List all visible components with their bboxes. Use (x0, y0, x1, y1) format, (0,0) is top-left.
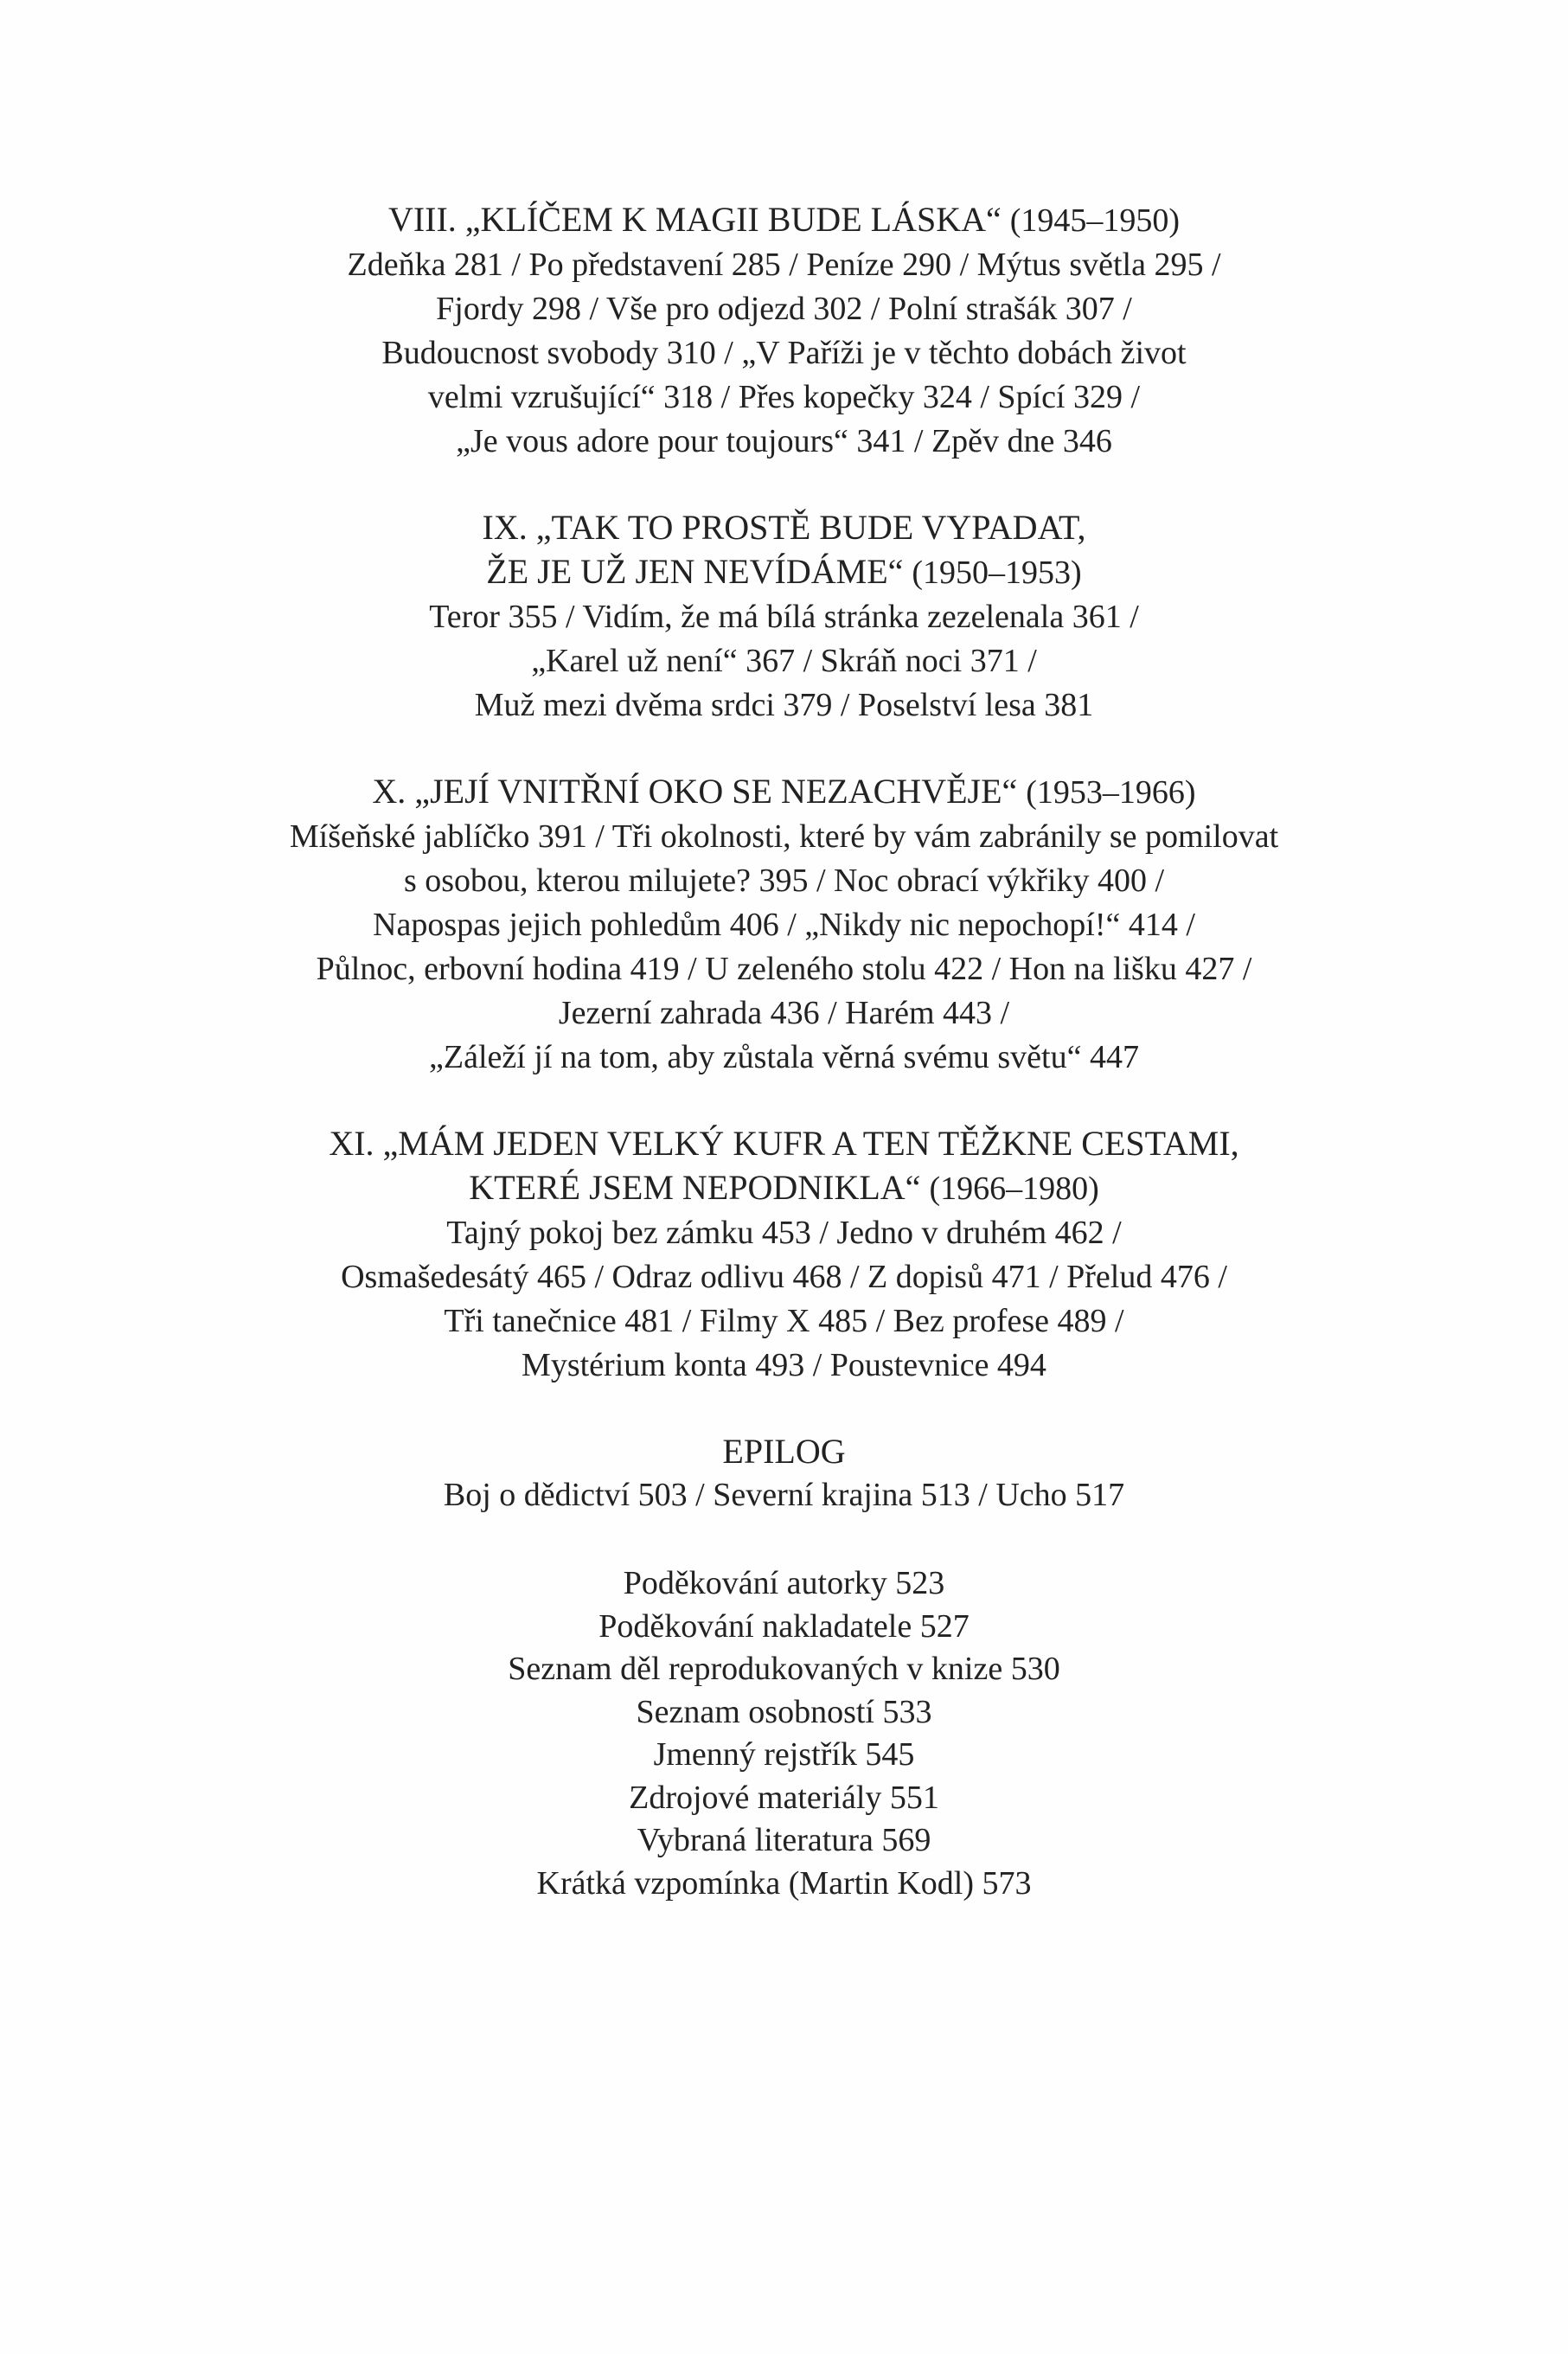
epilog-entries (0, 1473, 1568, 1517)
appendix-item: Seznam děl reprodukovaných v knize 530 (508, 1651, 1060, 1687)
chapter-years: (1966–1980) (929, 1171, 1099, 1207)
chapter-entries (0, 243, 1568, 464)
toc-line: Mystérium konta 493 / Poustevnice 494 (522, 1347, 1046, 1383)
toc-line: Teror 355 / Vidím, že má bílá stránka zezelenala 361 / (429, 599, 1139, 635)
chapter-title-line-2: KTERÉ JSEM NEPODNIKLA“ (469, 1168, 921, 1207)
toc-line: velmi vzrušující“ 318 / Přes kopečky 324 / Spící 329 / (427, 379, 1141, 415)
appendix-list (0, 1562, 1568, 1905)
chapter-viii (0, 197, 1568, 464)
chapter-entries (0, 595, 1568, 728)
appendix-item: Poděkování autorky 523 (623, 1565, 945, 1601)
toc-line: „Záleží jí na tom, aby zůstala věrná svému světu“ 447 (429, 1039, 1139, 1075)
chapter-xi (0, 1121, 1568, 1388)
chapter-years: (1945–1950) (1009, 202, 1181, 239)
table-of-contents (0, 197, 1568, 1905)
appendix-item: Poděkování nakladatele 527 (598, 1607, 970, 1645)
toc-line: „Karel už není“ 367 / Skráň noci 371 / (531, 643, 1037, 679)
toc-line: Boj o dědictví 503 / Severní krajina 513 / Ucho 517 (443, 1477, 1125, 1513)
toc-line: s osobou, kterou milujete? 395 / Noc obrací výkřiky 400 / (403, 863, 1165, 899)
toc-line: Půlnoc, erbovní hodina 419 / U zeleného stolu 422 / Hon na lišku 427 / (316, 951, 1252, 987)
appendix-item: Vybraná literatura 569 (637, 1822, 931, 1858)
toc-line: Osmašedesátý 465 / Odraz odlivu 468 / Z dopisů 471 / Přelud 476 / (341, 1259, 1227, 1295)
toc-line: Tři tanečnice 481 / Filmy X 485 / Bez profese 489 / (444, 1303, 1124, 1339)
toc-line: Muž mezi dvěma srdci 379 / Poselství lesa 381 (474, 687, 1094, 723)
appendix-item: Zdrojové materiály 551 (629, 1779, 939, 1816)
chapter-heading (0, 505, 1568, 595)
toc-line: Zdeňka 281 / Po představení 285 / Peníze 290 / Mýtus světla 295 / (347, 247, 1221, 283)
chapter-entries (0, 815, 1568, 1080)
toc-line: Míšeňské jablíčko 391 / Tři okolnosti, které by vám zabránily se pomilovat (289, 818, 1279, 855)
chapter-heading (0, 1121, 1568, 1211)
chapter-title: VIII. „KLÍČEM K MAGII BUDE LÁSKA“ (387, 200, 1002, 239)
chapter-title: X. „JEJÍ VNITŘNÍ OKO SE NEZACHVĚJE“ (372, 772, 1018, 811)
toc-line: Tajný pokoj bez zámku 453 / Jedno v druhém 462 / (446, 1215, 1122, 1251)
chapter-years: (1953–1966) (1026, 774, 1196, 811)
chapter-years: (1950–1953) (912, 555, 1082, 591)
appendix-item: Jmenný rejstřík 545 (653, 1736, 915, 1773)
chapter-entries (0, 1211, 1568, 1388)
chapter-title-line-1: IX. „TAK TO PROSTĚ BUDE VYPADAT, (482, 508, 1086, 547)
toc-line: Budoucnost svobody 310 / „V Paříži je v těchto dobách život (381, 335, 1187, 371)
chapter-ix (0, 505, 1568, 728)
chapter-title-line-2: ŽE JE UŽ JEN NEVÍDÁME“ (486, 552, 904, 591)
epilog-section (0, 1429, 1568, 1517)
toc-line: Fjordy 298 / Vše pro odjezd 302 / Polní strašák 307 / (436, 291, 1132, 327)
chapter-heading (0, 769, 1568, 815)
toc-line: Jezerní zahrada 436 / Harém 443 / (558, 995, 1010, 1031)
chapter-title-line-1: XI. „MÁM JEDEN VELKÝ KUFR A TEN TĚŽKNE CESTAMI, (329, 1124, 1239, 1163)
chapter-heading (0, 197, 1568, 243)
toc-line: Napospas jejich pohledům 406 / „Nikdy nic nepochopí!“ 414 / (373, 907, 1195, 943)
appendix-item: Seznam osobností 533 (636, 1693, 932, 1730)
appendix-item: Krátká vzpomínka (Martin Kodl) 573 (536, 1864, 1032, 1902)
toc-line: „Je vous adore pour toujours“ 341 / Zpěv dne 346 (456, 423, 1112, 459)
chapter-x (0, 769, 1568, 1080)
epilog-heading: EPILOG (722, 1432, 846, 1471)
